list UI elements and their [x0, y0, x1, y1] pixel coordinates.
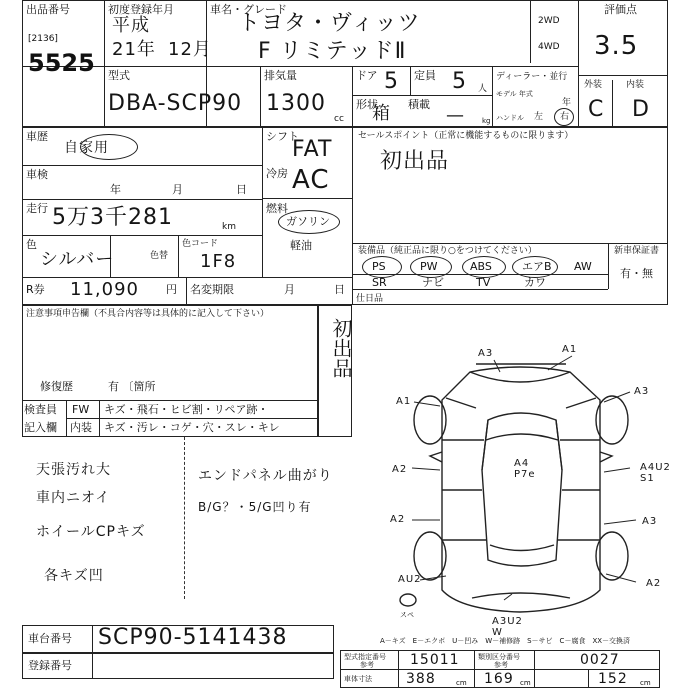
capacity-value: 5	[452, 69, 467, 94]
warranty-label: 新車保証書	[614, 246, 660, 256]
ref-label-1: 参考	[360, 661, 374, 669]
load-unit: kg	[482, 117, 491, 125]
extra-label: 仕日品	[356, 294, 384, 304]
equipment-airbag: エアB	[522, 260, 552, 273]
dealer-label: ディーラー・並行	[496, 72, 568, 82]
mark-left-front-a1: A1	[396, 396, 412, 407]
height-value: 152	[598, 671, 628, 687]
body-label: 形状	[356, 98, 378, 111]
notice-label: 注意事項申告欄（不具合内容等は具体的に記入して下さい）	[26, 309, 270, 319]
memo-line-5: エンドパネル曲がり	[198, 468, 333, 484]
first-reg-month: 12月	[168, 39, 212, 60]
length-value: 388	[406, 671, 436, 687]
exterior-grade: C	[588, 97, 605, 122]
name-change-month: 月	[284, 283, 295, 296]
score-label: 評価点	[604, 3, 637, 16]
shift-value: FAT	[292, 137, 333, 162]
use-value: 自家用	[64, 140, 109, 156]
height-unit: cm	[640, 679, 651, 687]
width-value: 169	[484, 671, 514, 687]
car-name: トヨタ・ヴィッツ	[238, 11, 421, 36]
name-change-day: 日	[334, 283, 345, 296]
fuel-label: 燃料	[266, 202, 288, 215]
type-value: DBA-SCP90	[108, 91, 243, 116]
equipment-navi: ナビ	[422, 276, 444, 289]
equipment-ps: PS	[372, 260, 386, 273]
model-label: 車名・グレード	[210, 3, 287, 16]
exterior-row-label: FW	[72, 403, 90, 416]
type-label: 型式	[108, 69, 130, 82]
dimensions-label: 車体寸法	[344, 675, 372, 683]
shift-label: シフト	[266, 130, 299, 143]
body-value: 箱	[372, 103, 391, 124]
drive-4wd: 4WD	[538, 42, 560, 52]
repair-label: 修復歴	[40, 380, 73, 393]
first-listing-vertical: 初出品	[329, 318, 353, 378]
inspection-year: 年	[110, 183, 121, 196]
score-value: 3.5	[594, 31, 639, 61]
mark-right-quarter-a2: A2	[646, 578, 662, 589]
color-code-label: 色コード	[182, 239, 219, 249]
chassis-value: SCP90-5141438	[98, 625, 288, 650]
ref-label-2: 参考	[494, 661, 508, 669]
mark-right-rear-a3: A3	[642, 516, 658, 527]
color-change-label: 色替	[150, 251, 169, 261]
name-change-label: 名変期限	[190, 283, 234, 296]
displacement-value: 1300	[266, 91, 326, 116]
use-label: 車歴	[26, 130, 48, 143]
registration-label: 登録番号	[28, 659, 72, 672]
memo-line-6: B/G？・5/G凹り有	[198, 500, 312, 514]
mark-left-rear-a2: A2	[390, 514, 406, 525]
sales-point-label: セールスポイント（正常に機能するものに限ります）	[358, 131, 574, 141]
class-value: 0027	[580, 652, 620, 668]
mileage-unit: km	[222, 222, 236, 232]
doors-value: 5	[384, 69, 399, 94]
mark-roof-a4: A4 P7e	[514, 458, 536, 480]
grade: F リミテッドⅡ	[258, 39, 407, 64]
displacement-unit: cc	[334, 114, 344, 124]
equipment-pw: PW	[420, 260, 438, 273]
mark-right-door-a4u2: A4U2 S1	[640, 462, 671, 484]
recycle-unit: 円	[166, 283, 177, 296]
ac-value: AC	[292, 165, 330, 195]
fuel-diesel: 軽油	[290, 239, 312, 252]
model-year-label: モデル 年式	[496, 90, 533, 98]
fuel-gas: ガソリン	[286, 215, 330, 228]
damage-legend: A－キズ E－エクボ U－凹み W－補修跡 S－サビ C－腐食 XX－交換済	[380, 637, 631, 645]
memo-line-1: 天張汚れ大	[36, 462, 111, 478]
inspector-label: 検査員	[24, 403, 57, 416]
mark-rear-a3u2: A3U2 W	[492, 616, 523, 638]
exterior-label: 外装	[584, 80, 603, 90]
memo-line-2: 車内ニオイ	[36, 490, 111, 506]
first-reg-label: 初度登録年月	[108, 3, 174, 16]
mark-front-a3: A3	[478, 348, 494, 359]
repair-value: 有 〔箇所	[108, 380, 156, 393]
equipment-sr: SR	[372, 276, 387, 289]
spare-label: スペ	[400, 611, 414, 619]
inspector-entry-label: 記入欄	[24, 421, 57, 434]
mark-left-quarter-au2: AU2	[398, 574, 422, 585]
ac-label: 冷房	[266, 167, 288, 180]
interior-items: キズ・汚レ・コゲ・穴・スレ・キレ	[104, 421, 280, 434]
color-label: 色	[26, 238, 37, 251]
chassis-label: 車台番号	[28, 632, 72, 645]
color-value: シルバー	[40, 249, 115, 270]
displacement-label: 排気量	[264, 69, 297, 82]
handle-left: 左	[534, 112, 544, 122]
mileage-label: 走行	[26, 202, 48, 215]
interior-label: 内装	[626, 80, 645, 90]
inspection-month: 月	[172, 183, 183, 196]
equipment-tv: TV	[476, 276, 491, 289]
handle-label: ハンドル	[496, 114, 524, 122]
lot-number: 5525	[28, 49, 95, 77]
interior-row-label: 内装	[70, 421, 92, 434]
drive-2wd: 2WD	[538, 16, 560, 26]
memo-line-3: ホイールCPキズ	[36, 524, 146, 540]
length-unit: cm	[456, 679, 467, 687]
doors-label: ドア	[356, 69, 378, 82]
handle-right: 右	[560, 112, 570, 122]
equipment-leather: カワ	[524, 276, 546, 289]
class-label: 類別区分番号	[478, 653, 520, 661]
sales-point-value: 初出品	[380, 149, 450, 174]
exterior-items: キズ・飛石・ヒビ割・リペア跡・	[104, 403, 269, 416]
capacity-unit: 人	[478, 84, 488, 94]
mark-right-front-a3: A3	[634, 386, 650, 397]
warranty-value: 有・無	[620, 267, 653, 280]
recycle-value: 11,090	[70, 279, 139, 300]
mark-front-a1: A1	[562, 344, 578, 355]
recycle-label: R券	[26, 283, 45, 296]
model-year-suffix: 年	[562, 98, 572, 108]
interior-grade: D	[632, 97, 650, 122]
type-designation-label: 型式指定番号	[344, 653, 386, 661]
type-designation-value: 15011	[410, 652, 460, 668]
inspection-suffix: 日	[236, 183, 247, 196]
color-code-value: 1F8	[200, 251, 237, 272]
lot-code: [2136]	[28, 34, 58, 44]
width-unit: cm	[520, 679, 531, 687]
equipment-abs: ABS	[470, 260, 492, 273]
capacity-label: 定員	[414, 69, 436, 82]
equipment-label: 装備品（純正品に限り○をつけてください）	[358, 246, 537, 256]
inspection-label: 車検	[26, 168, 48, 181]
first-reg-era: 平成	[112, 15, 150, 36]
equipment-aw: AW	[574, 260, 592, 273]
mileage-value: 5万3千281	[52, 205, 173, 230]
load-value: —	[446, 105, 465, 126]
load-label: 積載	[408, 98, 430, 111]
lot-label: 出品番号	[26, 3, 70, 16]
first-reg-year: 21年	[112, 39, 156, 60]
mark-left-door-a2: A2	[392, 464, 408, 475]
memo-line-4: 各キズ凹	[44, 568, 104, 584]
